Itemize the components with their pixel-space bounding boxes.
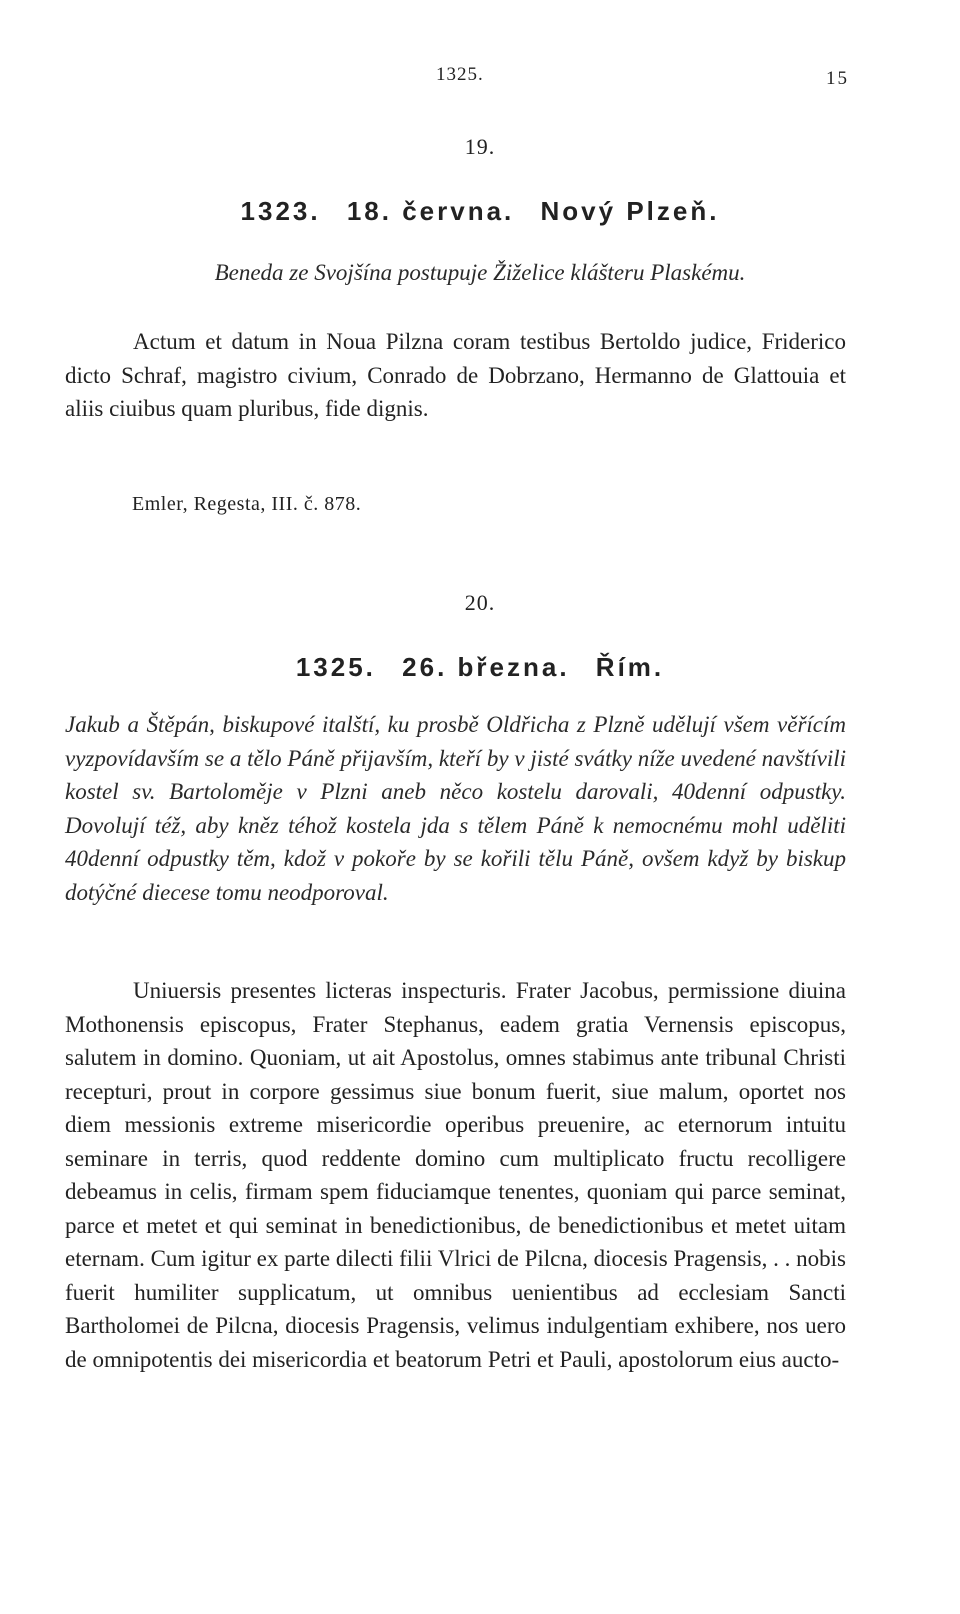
document-number-19: 19. [464, 134, 496, 159]
document-dateline-19 [0, 196, 960, 227]
running-head-year: 1325. [436, 64, 484, 85]
running-head [0, 64, 960, 94]
dateline-place: Řím. [595, 652, 665, 682]
dateline-day: 18. června. [346, 196, 515, 226]
document-number-20: 20. [464, 590, 496, 615]
document-dateline-20 [0, 652, 960, 683]
dateline-year: 1323. [240, 196, 321, 226]
document-text-20: Uniuersis presentes licteras inspecturis. Frater Jacobus, permissione diuina Mothonensis episcopus, Frater Stephanus, eadem gratia Vernensis episcopus, salutem in domino. Quoniam, ut ait Apostolus, omnes stabimus ante tribunal Christi recepturi, prout in corpore gessimus siue bonum fuerit, siue malum, oportet nos diem messionis extreme misericordie operibus preuenire, ac eternorum intuitu seminare in terris, quod reddente domino cum multiplicato fructu recolligere debeamus in celis, firmam spem fiduciamque tenentes, quoniam qui parce seminat, parce et metet et qui seminat in benedictionibus, de benedictionibus et metet uitam eternam. Cum igitur ex parte dilecti filii Vlrici de Pilcna, diocesis Pragensis, . . nobis fuerit humiliter supplicatum, ut omnibus uenientibus ad ecclesiam Sancti Bartholomei de Pilcna, diocesis Pragensis, velimus indulgentiam exhibere, nos uero de omnipotentis dei misericordia et beatorum Petri et Pauli, apostolorum eius aucto- [65, 978, 846, 1372]
document-source-19: Emler, Regesta, III. č. 878. [132, 493, 362, 515]
document-regest-20: Jakub a Štěpán, biskupové italští, ku prosbě Oldřicha z Plzně udělují všem věřícím vyzpovídavším se a tělo Páně přijavším, kteří by v jisté svátky níže uvedené navštívili kostel sv. Bartoloměje v Plzni aneb něco kostelu darovali, 40denní odpustky. Dovolují též, aby kněz téhož kostela jda s tělem Páně k nemocnému mohl uděliti 40denní odpustky těm, kdož v pokoře by se kořili tělu Páně, ovšem když by biskup dotýčné diecese tomu neodporoval. [65, 712, 846, 905]
dateline-day: 26. března. [402, 652, 570, 682]
page-number: 15 [826, 68, 849, 89]
document-regest-19: Beneda ze Svojšína postupuje Žiželice klášteru Plaskému. [214, 260, 746, 285]
dateline-year: 1325. [295, 652, 376, 682]
document-text-19: Actum et datum in Noua Pilzna coram testibus Bertoldo judice, Friderico dicto Schraf, magistro civium, Conrado de Dobrzano, Hermanno de Glattouia et aliis ciuibus quam pluribus, fide dignis. [65, 329, 846, 421]
dateline-place: Nový Plzeň. [540, 196, 720, 226]
